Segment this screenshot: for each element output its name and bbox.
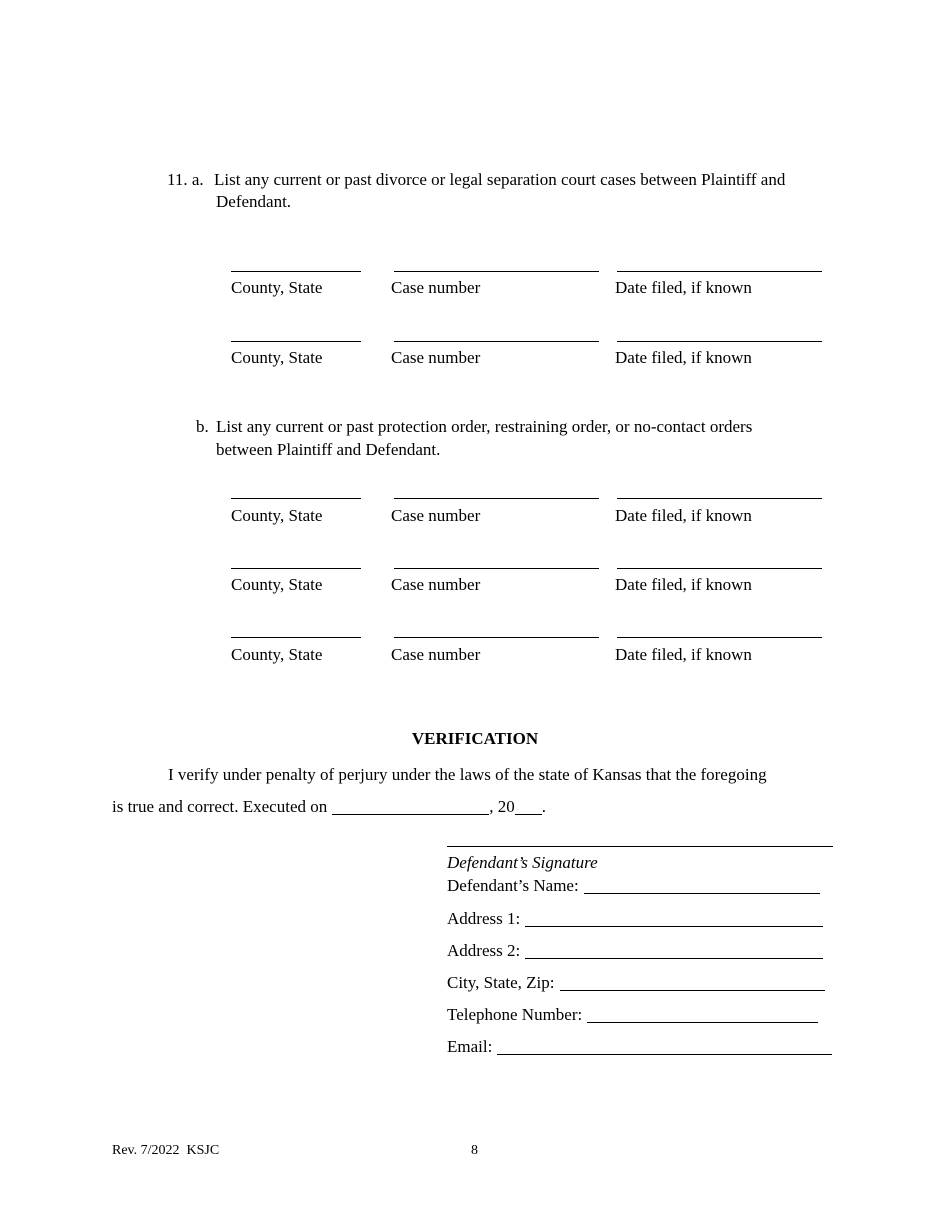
page-number: 8 (471, 1143, 478, 1158)
city-state-zip-row (447, 974, 825, 991)
year-suffix-input[interactable] (515, 798, 542, 815)
email-row (447, 1038, 832, 1055)
executed-date-input[interactable] (332, 798, 489, 815)
email-input[interactable] (497, 1038, 832, 1055)
date-filed-input-b2[interactable] (617, 568, 822, 569)
address1-row (447, 910, 823, 927)
email-label: Email: (447, 1037, 493, 1056)
telephone-input[interactable] (587, 1006, 818, 1023)
case-number-input-b3[interactable] (394, 637, 599, 638)
county-state-input-b1[interactable] (231, 498, 361, 499)
case-number-label: Case number (391, 645, 481, 664)
address1-label: Address 1: (447, 909, 521, 928)
verification-executed-text: is true and correct. Executed on (112, 797, 328, 816)
case-number-input-a2[interactable] (394, 341, 599, 342)
defendant-name-label: Defendant’s Name: (447, 876, 579, 895)
question-11b-text-line1: List any current or past protection order, restraining order, or no-contact orders (216, 417, 753, 436)
date-filed-input-b1[interactable] (617, 498, 822, 499)
case-number-label: Case number (391, 278, 481, 297)
county-state-label: County, State (231, 348, 323, 367)
address1-input[interactable] (525, 910, 823, 927)
telephone-label: Telephone Number: (447, 1005, 583, 1024)
date-filed-label: Date filed, if known (615, 348, 752, 367)
telephone-row (447, 1006, 818, 1023)
question-11b-number: b. (196, 417, 209, 436)
address2-input[interactable] (525, 942, 823, 959)
footer-revision: Rev. 7/2022 KSJC (112, 1143, 220, 1158)
case-number-label: Case number (391, 348, 481, 367)
question-11a-text-line2: Defendant. (216, 192, 292, 211)
date-filed-label: Date filed, if known (615, 278, 752, 297)
year-prefix: , 20 (489, 797, 515, 816)
county-state-label: County, State (231, 575, 323, 594)
question-11a-text-line1: List any current or past divorce or legal separation court cases between Plaintiff and (214, 170, 786, 189)
verification-heading: VERIFICATION (411, 729, 539, 748)
verification-statement-line2 (112, 798, 546, 815)
question-11b-text-line2: between Plaintiff and Defendant. (216, 440, 441, 459)
case-number-label: Case number (391, 506, 481, 525)
city-state-zip-label: City, State, Zip: (447, 973, 555, 992)
date-filed-label: Date filed, if known (615, 506, 752, 525)
county-state-input-a2[interactable] (231, 341, 361, 342)
date-filed-label: Date filed, if known (615, 575, 752, 594)
defendant-signature-line[interactable] (447, 846, 833, 847)
county-state-input-b3[interactable] (231, 637, 361, 638)
case-number-input-b1[interactable] (394, 498, 599, 499)
county-state-input-b2[interactable] (231, 568, 361, 569)
county-state-label: County, State (231, 645, 323, 664)
address2-row (447, 942, 823, 959)
question-11a-number: 11. a. (167, 170, 204, 189)
case-number-label: Case number (391, 575, 481, 594)
date-filed-input-b3[interactable] (617, 637, 822, 638)
verification-statement-line1: I verify under penalty of perjury under the laws of the state of Kansas that the foregoing (168, 765, 767, 784)
statement-period: . (541, 797, 546, 816)
date-filed-input-a2[interactable] (617, 341, 822, 342)
defendant-name-input[interactable] (584, 877, 820, 894)
county-state-label: County, State (231, 506, 323, 525)
address2-label: Address 2: (447, 941, 521, 960)
county-state-input-a1[interactable] (231, 271, 361, 272)
case-number-input-a1[interactable] (394, 271, 599, 272)
date-filed-label: Date filed, if known (615, 645, 752, 664)
city-state-zip-input[interactable] (560, 974, 825, 991)
case-number-input-b2[interactable] (394, 568, 599, 569)
defendant-name-row (447, 877, 820, 894)
date-filed-input-a1[interactable] (617, 271, 822, 272)
county-state-label: County, State (231, 278, 323, 297)
signature-caption: Defendant’s Signature (447, 853, 598, 872)
